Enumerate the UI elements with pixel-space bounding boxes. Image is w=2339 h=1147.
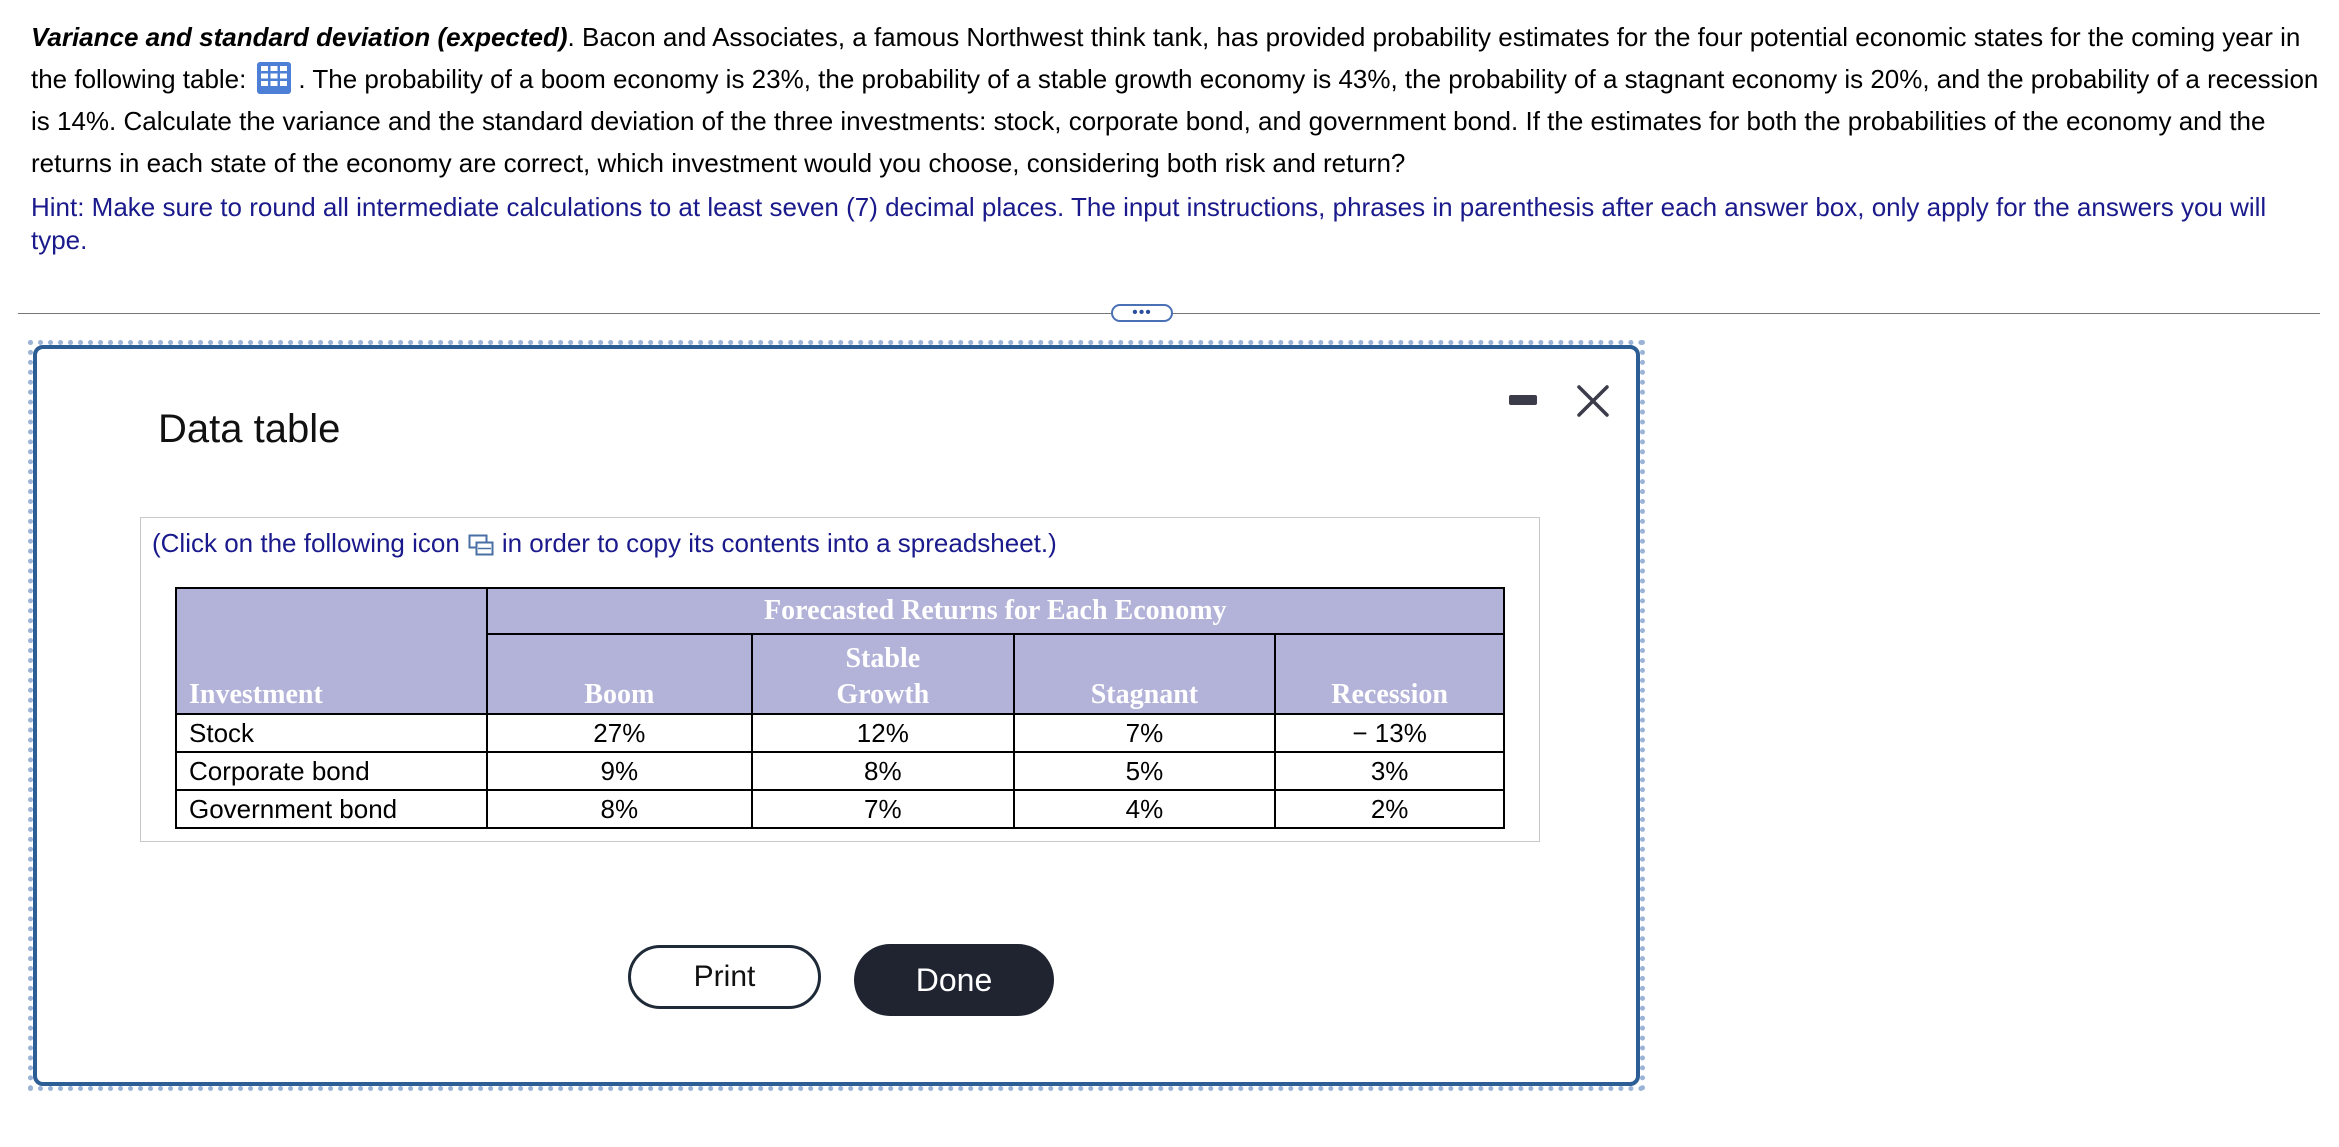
header-growth: Growth: [836, 679, 930, 710]
table-row: [176, 790, 1504, 828]
cell-investment: Corporate bond: [176, 752, 487, 790]
done-button[interactable]: Done: [854, 944, 1054, 1016]
data-table-dialog: [33, 345, 1640, 1086]
header-investment: Investment: [176, 588, 487, 714]
cell-recession: 2%: [1275, 790, 1504, 828]
print-button[interactable]: Print: [628, 945, 821, 1009]
copy-note-start: (Click on the following icon: [152, 528, 460, 558]
cell-recession: 3%: [1275, 752, 1504, 790]
header-forecasted-returns: Forecasted Returns for Each Economy: [487, 588, 1504, 634]
question-intro: . Bacon and Associates, a famous Northwest think tank, has provided probability estimates for the four potential economic states for the coming year in the following table:: [31, 22, 2301, 94]
modal-title: Data table: [158, 407, 341, 451]
copy-instruction: [152, 528, 1057, 559]
returns-table: [175, 587, 1505, 829]
table-row: [176, 714, 1504, 752]
table-frame: [140, 517, 1540, 842]
copy-note-end: in order to copy its contents into a spreadsheet.): [501, 528, 1057, 558]
cell-stable-growth: 8%: [752, 752, 1014, 790]
cell-stable-growth: 12%: [752, 714, 1014, 752]
question-title: Variance and standard deviation (expected): [31, 22, 568, 52]
cell-recession: − 13%: [1275, 714, 1504, 752]
minimize-icon[interactable]: [1509, 395, 1537, 405]
hint-text: Hint: Make sure to round all intermediate calculations to at least seven (7) decimal places. The input instructions, phrases in parenthesis after each answer box, only apply for the answers you will type.: [31, 192, 2267, 255]
cell-stagnant: 4%: [1014, 790, 1276, 828]
question-text: [31, 16, 2321, 184]
cell-boom: 27%: [487, 714, 752, 752]
data-table-grid-icon[interactable]: [256, 61, 292, 95]
cell-boom: 9%: [487, 752, 752, 790]
header-stable-growth: [752, 634, 1014, 714]
cell-boom: 8%: [487, 790, 752, 828]
close-icon[interactable]: [1573, 381, 1613, 421]
cell-stagnant: 7%: [1014, 714, 1276, 752]
question-body: . The probability of a boom economy is 23%, the probability of a stable growth economy is 43%, the probability of a stagnant economy is 20%, and the probability of a recession is 14%. Calculate the variance and the standard deviation of the three investments: stock, corporate bond, and government bond. If the estimates for both the probabilities of the economy and the returns in each state of the economy are correct, which investment would you choose, considering both risk and return?: [31, 64, 2319, 178]
header-boom: Boom: [487, 634, 752, 714]
header-stable: Stable: [845, 643, 921, 674]
copy-to-spreadsheet-icon[interactable]: [468, 532, 494, 554]
cell-investment: Stock: [176, 714, 487, 752]
expand-ellipsis-button[interactable]: •••: [1111, 304, 1173, 322]
table-row: [176, 752, 1504, 790]
header-stagnant: Stagnant: [1014, 634, 1276, 714]
cell-stable-growth: 7%: [752, 790, 1014, 828]
cell-stagnant: 5%: [1014, 752, 1276, 790]
cell-investment: Government bond: [176, 790, 487, 828]
header-recession: Recession: [1275, 634, 1504, 714]
